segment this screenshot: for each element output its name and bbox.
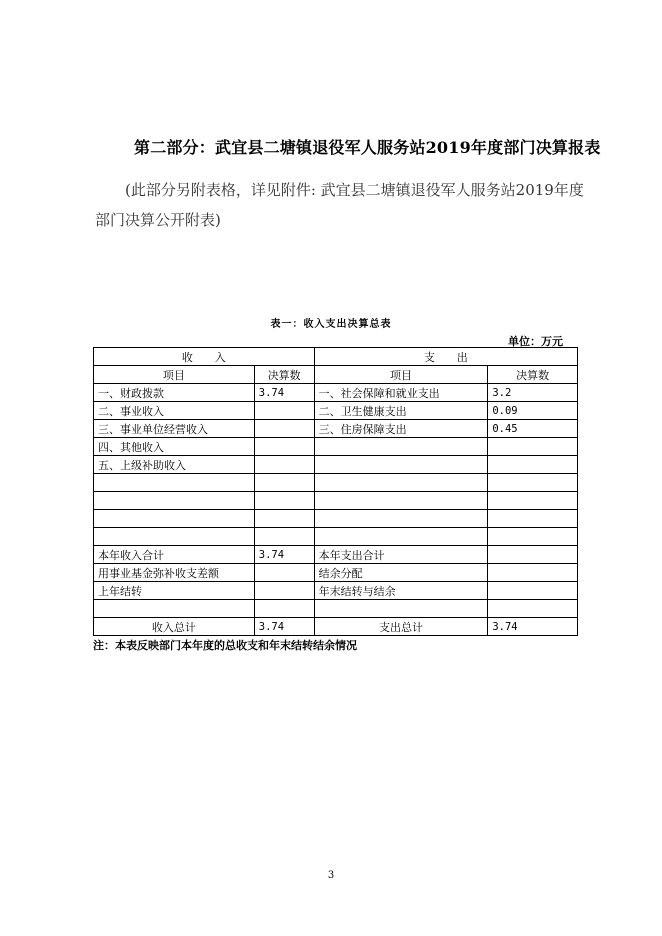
expense-item <box>314 492 488 510</box>
expense-amount <box>488 474 578 492</box>
expense-amount <box>488 510 578 528</box>
prior-carryover-label: 上年结转 <box>94 582 255 600</box>
expense-item <box>314 456 488 474</box>
income-grand-total-label: 收入总计 <box>94 618 255 636</box>
table-row <box>94 384 578 402</box>
fund-offset-label: 用事业基金弥补收支差额 <box>94 564 255 582</box>
expense-item <box>314 510 488 528</box>
income-grand-total: 3.74 <box>254 618 314 636</box>
expense-item: 二、卫生健康支出 <box>314 402 488 420</box>
income-item <box>94 510 255 528</box>
table-row <box>94 438 578 456</box>
table-footnote: 注：本表反映部门本年度的总收支和年末结转结余情况 <box>93 639 357 652</box>
year-end-carryover-amount <box>488 582 578 600</box>
column-header-row <box>94 366 578 384</box>
prior-carryover-amount <box>254 582 314 600</box>
income-item <box>94 528 255 546</box>
fund-offset-row <box>94 564 578 582</box>
income-amount: 3.74 <box>254 384 314 402</box>
expense-amount <box>488 438 578 456</box>
expense-item <box>314 474 488 492</box>
table-row <box>94 528 578 546</box>
expense-grand-total: 3.74 <box>488 618 578 636</box>
table-row <box>94 420 578 438</box>
year-end-carryover-label: 年末结转与结余 <box>314 582 488 600</box>
section-header-row <box>94 348 578 366</box>
table-row <box>94 402 578 420</box>
income-expense-table <box>93 347 578 636</box>
expense-item: 一、社会保障和就业支出 <box>314 384 488 402</box>
income-item: 二、事业收入 <box>94 402 255 420</box>
grand-total-row <box>94 618 578 636</box>
income-amount <box>254 456 314 474</box>
table-row <box>94 600 578 618</box>
fund-offset-amount <box>254 564 314 582</box>
carryover-row <box>94 582 578 600</box>
income-item <box>94 492 255 510</box>
expense-section-header: 支 出 <box>314 348 577 366</box>
income-amount <box>254 402 314 420</box>
expense-item <box>314 600 488 618</box>
expense-amount: 0.09 <box>488 402 578 420</box>
expense-amount: 0.45 <box>488 420 578 438</box>
income-amount <box>254 492 314 510</box>
unit-label: 单位：万元 <box>508 335 563 348</box>
table-row <box>94 492 578 510</box>
year-expense-total-label: 本年支出合计 <box>314 546 488 564</box>
expense-amount <box>488 528 578 546</box>
income-item: 一、财政拨款 <box>94 384 255 402</box>
income-item: 三、事业单位经营收入 <box>94 420 255 438</box>
income-amount <box>254 510 314 528</box>
income-item: 五、上级补助收入 <box>94 456 255 474</box>
table-title: 表一：收入支出决算总表 <box>270 319 392 330</box>
table-row <box>94 510 578 528</box>
attachment-note: (此部分另附表格，详见附件: 武宜县二塘镇退役军人服务站2019年度部门决算公开附表) <box>95 181 584 229</box>
year-total-row <box>94 546 578 564</box>
balance-distribution-amount <box>488 564 578 582</box>
expense-item <box>314 528 488 546</box>
expense-grand-total-label: 支出总计 <box>314 618 488 636</box>
income-amount-header: 决算数 <box>254 366 314 384</box>
income-item: 四、其他收入 <box>94 438 255 456</box>
income-section-header: 收 入 <box>94 348 315 366</box>
income-item <box>94 600 255 618</box>
balance-distribution-label: 结余分配 <box>314 564 488 582</box>
income-amount <box>254 474 314 492</box>
income-amount <box>254 438 314 456</box>
year-expense-total <box>488 546 578 564</box>
year-income-total: 3.74 <box>254 546 314 564</box>
expense-item <box>314 438 488 456</box>
expense-amount <box>488 600 578 618</box>
income-item-header: 项目 <box>94 366 255 384</box>
expense-item-header: 项目 <box>314 366 488 384</box>
table-row <box>94 456 578 474</box>
year-income-total-label: 本年收入合计 <box>94 546 255 564</box>
page-heading: 第二部分：武宜县二塘镇退役军人服务站2019年度部门决算报表 <box>134 138 601 157</box>
expense-item: 三、住房保障支出 <box>314 420 488 438</box>
expense-amount <box>488 492 578 510</box>
expense-amount <box>488 456 578 474</box>
income-amount <box>254 420 314 438</box>
page-number: 3 <box>327 870 335 881</box>
table-row <box>94 474 578 492</box>
income-amount <box>254 528 314 546</box>
expense-amount-header: 决算数 <box>488 366 578 384</box>
income-item <box>94 474 255 492</box>
income-amount <box>254 600 314 618</box>
expense-amount: 3.2 <box>488 384 578 402</box>
